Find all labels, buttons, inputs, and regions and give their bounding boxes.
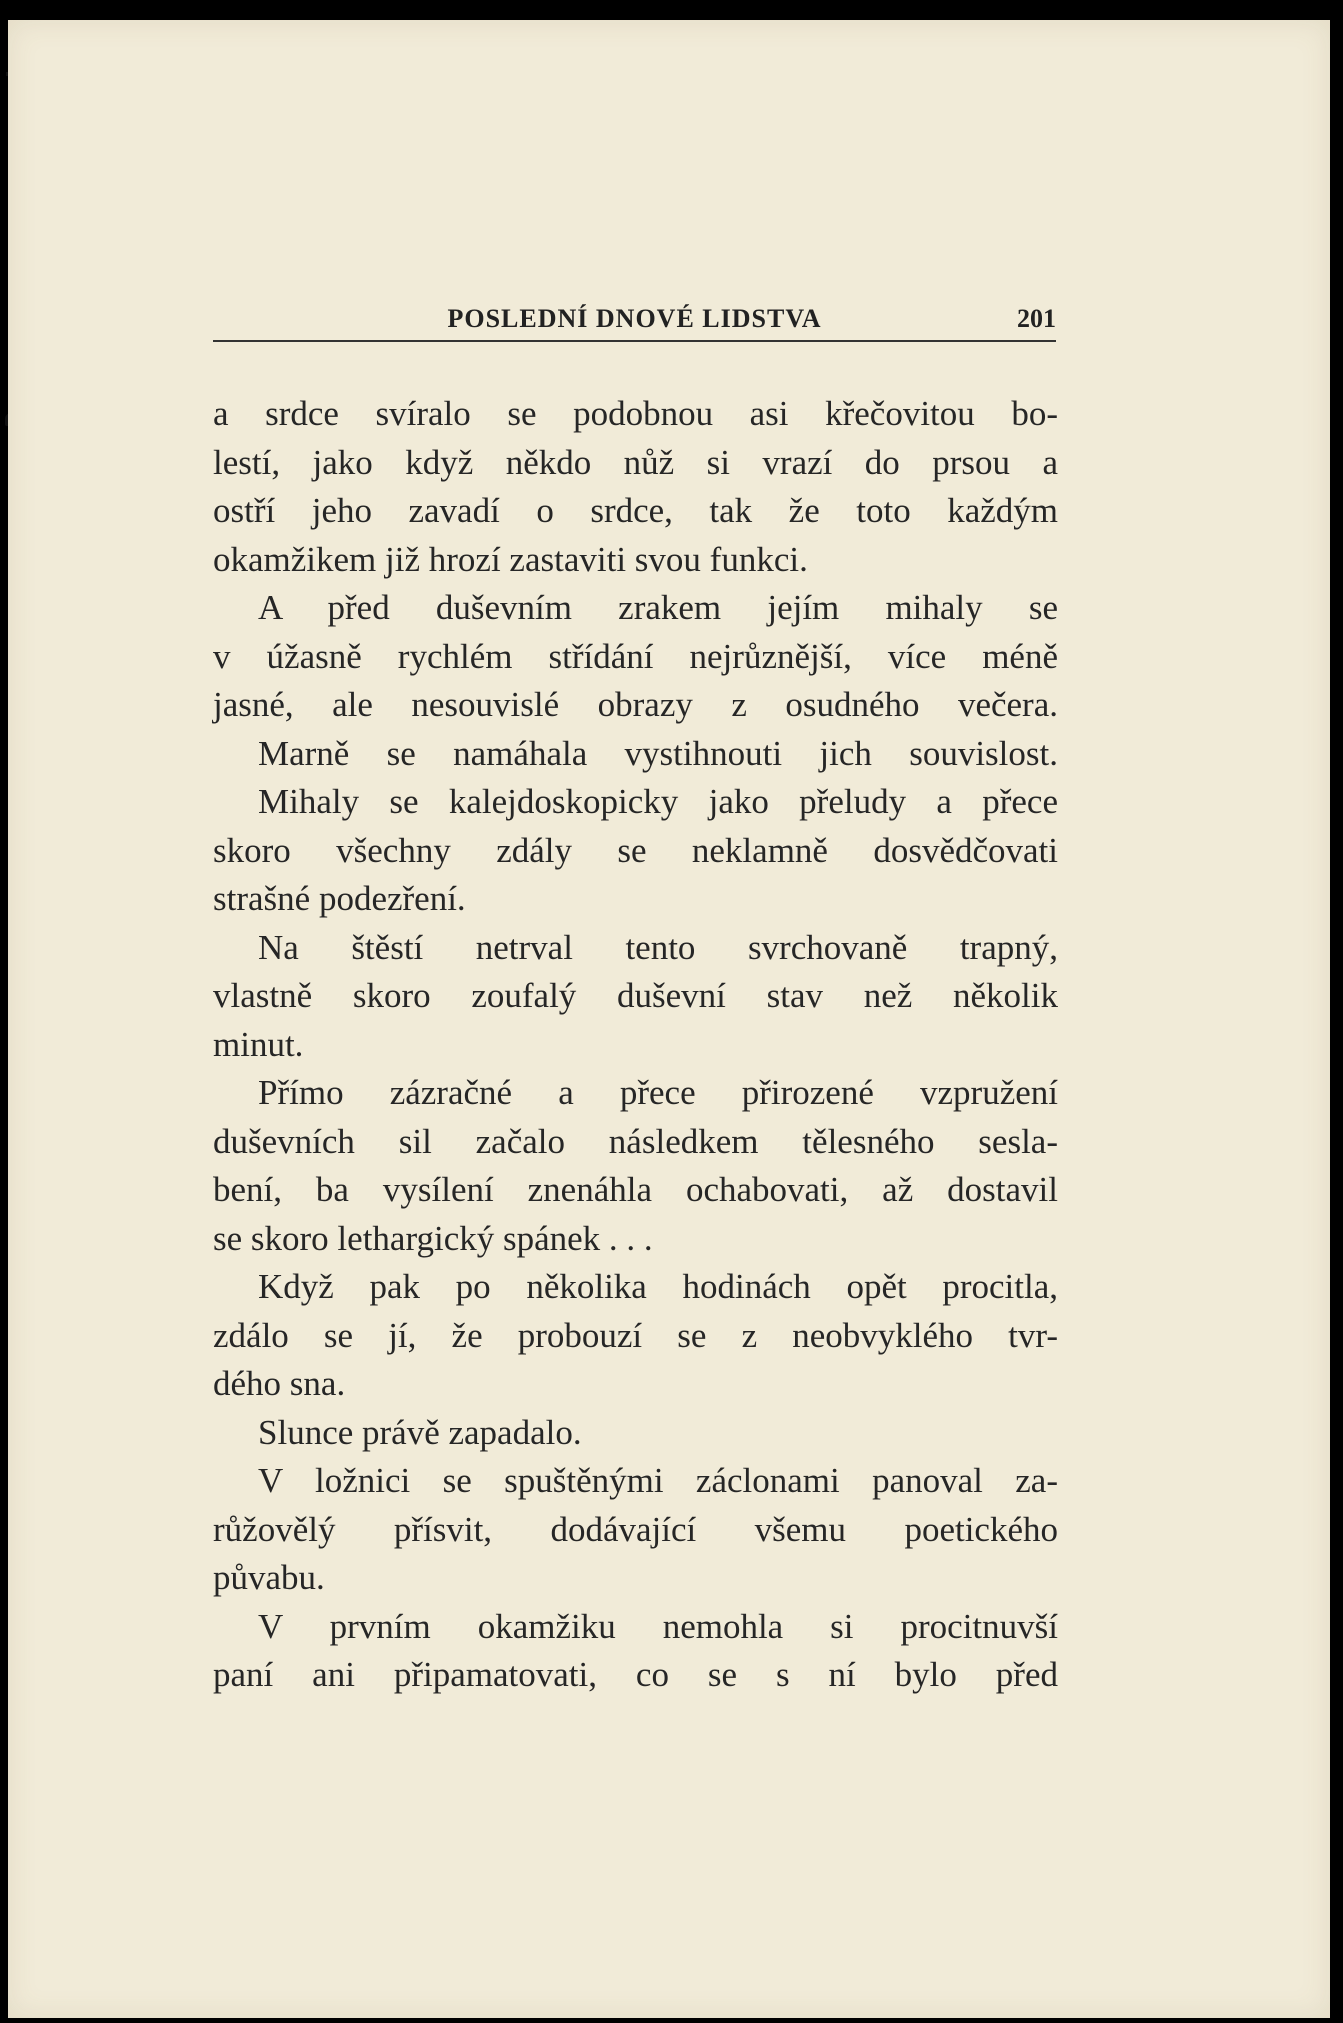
text-line: skoro všechny zdály se neklamně dosvědčovati — [213, 830, 1058, 870]
page-number: 201 — [1017, 304, 1056, 333]
text-line: A před duševním zrakem jejím mihaly se — [258, 588, 1058, 627]
text-line: Přímo zázračné a přece přirozené vzpružení — [258, 1073, 1058, 1112]
text-line: Marně se namáhala vystihnouti jich souvislost. — [258, 733, 1058, 773]
body-text — [213, 390, 1058, 1700]
text-line: duševních sil začalo následkem tělesného sesla- — [213, 1121, 1058, 1161]
header-rule — [213, 340, 1056, 342]
text-line: strašné podezření. — [213, 879, 466, 918]
text-line: růžovělý přísvit, dodávající všemu poetického — [213, 1509, 1058, 1549]
text-line: paní ani připamatovati, co se s ní bylo před — [213, 1655, 1058, 1694]
running-title: POSLEDNÍ DNOVÉ LIDSTVA — [447, 304, 822, 333]
text-line: lestí, jako když někdo nůž si vrazí do prsou a — [213, 442, 1058, 482]
text-line: Na štěstí netrval tento svrchovaně trapný, — [258, 927, 1058, 967]
text-line: zdálo se jí, že probouzí se z neobvyklého tvr- — [213, 1315, 1058, 1355]
text-line: Když pak po několika hodinách opět procitla, — [258, 1267, 1058, 1306]
text-line: Slunce právě zapadalo. — [258, 1412, 582, 1452]
text-line: V prvním okamžiku nemohla si procitnuvší — [258, 1606, 1058, 1646]
text-line: ostří jeho zavadí o srdce, tak že toto každým — [213, 491, 1058, 530]
text-line: v úžasně rychlém střídání nejrůznější, více méně — [213, 636, 1058, 676]
page-header — [213, 300, 1056, 344]
text-line: dého sna. — [213, 1364, 346, 1403]
text-line: V ložnici se spuštěnými záclonami panoval za- — [258, 1461, 1058, 1500]
text-line: okamžikem již hrozí zastaviti svou funkci. — [213, 539, 808, 579]
text-line: půvabu. — [213, 1558, 325, 1597]
text-line: bení, ba vysílení znenáhla ochabovati, až dostavil — [213, 1170, 1058, 1209]
text-line: minut. — [213, 1024, 304, 1064]
text-line: Mihaly se kalejdoskopicky jako přeludy a přece — [258, 782, 1058, 821]
text-line: a srdce svíralo se podobnou asi křečovitou bo- — [213, 394, 1058, 433]
text-line: se skoro lethargický spánek . . . — [213, 1218, 653, 1258]
text-line: vlastně skoro zoufalý duševní stav než několik — [213, 976, 1058, 1015]
text-line: jasné, ale nesouvislé obrazy z osudného večera. — [213, 685, 1058, 724]
